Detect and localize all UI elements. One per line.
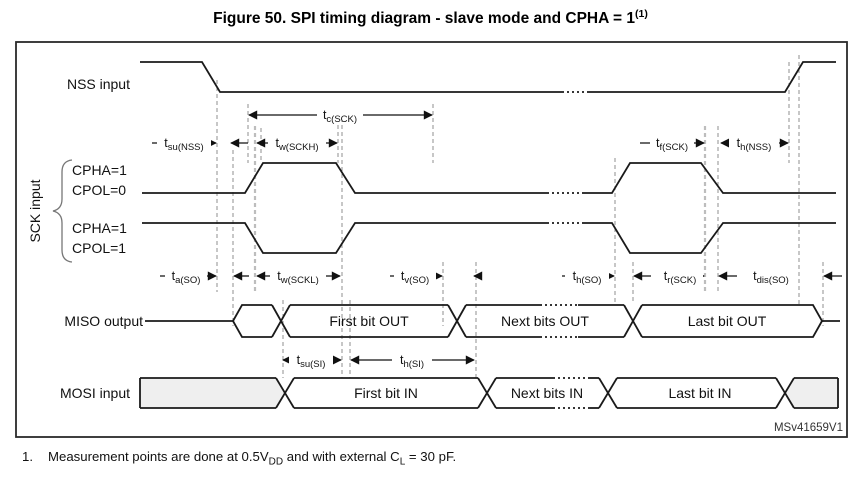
dim-th-nss: $t_{h(NSS)}$ [736, 136, 772, 153]
dim-tv-so: $t_{v(SO)}$ [400, 269, 430, 286]
nss-input-label: NSS input [66, 76, 130, 92]
dim-ta-so: $t_{a(SO)}$ [171, 269, 201, 286]
miso-last-bit-label: Last bit OUT [687, 313, 767, 329]
dim-tsu-nss: $t_{su(NSS)}$ [164, 136, 204, 153]
mosi-undefined-regions [140, 378, 838, 408]
dim-tc-sck: $t_{c(SCK)}$ [322, 108, 358, 125]
dim-tsu-si: $t_{su(SI)}$ [296, 353, 326, 370]
mosi-next-bits-label: Next bits IN [510, 385, 584, 401]
mosi-input-label: MOSI input [59, 385, 130, 401]
dim-th-so: $t_{h(SO)}$ [572, 269, 602, 286]
dim-tdis-so: $t_{dis(SO)}$ [753, 269, 789, 286]
footnote-sub-vdd: DD [268, 456, 284, 468]
dim-tr-sck: $t_{r(SCK)}$ [663, 269, 697, 286]
dim-th-si: $t_{h(SI)}$ [399, 353, 425, 370]
figure-title-text: Figure 50. SPI timing diagram - slave mode and CPHA = 1 [213, 10, 636, 28]
dim-tf-sck: $t_{f(SCK)}$ [656, 136, 688, 153]
footnote-text-2: and with external C [283, 449, 400, 464]
miso-first-bit-label: First bit OUT [329, 313, 409, 329]
figure-title [0, 8, 861, 28]
miso-next-bits-label: Next bits OUT [501, 313, 589, 329]
dim-tw-sckh: $t_{w(SCKH)}$ [275, 136, 319, 153]
sck-mode0-cpha-label: CPHA=1 [72, 162, 127, 178]
mosi-first-bit-label: First bit IN [354, 385, 418, 401]
footnote-text-1: Measurement points are done at 0.5V [48, 449, 269, 464]
dashed-guides [217, 55, 823, 378]
sck-mode1-cpol-label: CPOL=1 [72, 240, 127, 256]
footnote-sub-cl: L [399, 456, 406, 468]
sck-mode0-cpol-label: CPOL=0 [72, 182, 127, 198]
footnote [22, 449, 456, 468]
mosi-last-bit-label: Last bit IN [668, 385, 732, 401]
sck-mode1-cpha-label: CPHA=1 [72, 220, 127, 236]
dim-tw-sckl: $t_{w(SCKL)}$ [277, 269, 319, 286]
footnote-number: 1. [22, 449, 33, 464]
footnote-text-3: = 30 pF. [405, 449, 457, 464]
sck-cpol1-waveform [142, 223, 836, 253]
sck-input-label: SCK input [27, 179, 43, 243]
nss-waveform [140, 62, 836, 92]
figure-watermark: MSv41659V1 [773, 422, 843, 434]
miso-output-label: MISO output [64, 313, 143, 329]
figure-title-superscript: (1) [635, 8, 648, 20]
sck-group-brace [53, 160, 72, 262]
signal-labels [27, 76, 143, 401]
dimension-labels [164, 108, 789, 370]
sck-cpol0-waveform [142, 163, 836, 193]
